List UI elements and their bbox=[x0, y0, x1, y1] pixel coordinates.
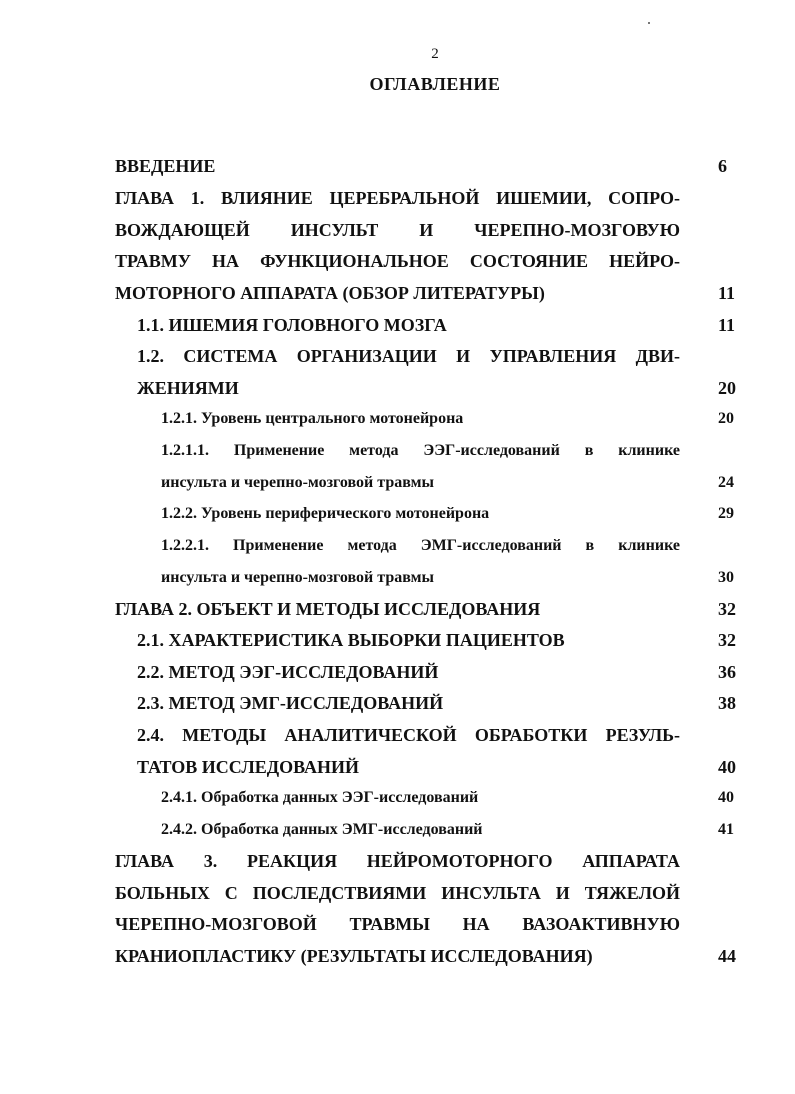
toc-page-number: 36 bbox=[718, 662, 736, 682]
toc-line bbox=[0, 248, 795, 274]
toc-page-number: 32 bbox=[718, 630, 736, 650]
toc-line bbox=[0, 848, 795, 874]
toc-line bbox=[0, 754, 795, 780]
toc-page-number: 20 bbox=[718, 410, 734, 427]
toc-page-number: 24 bbox=[718, 473, 734, 491]
toc-line bbox=[0, 911, 795, 937]
toc-entry-text: 1.2. СИСТЕМА ОРГАНИЗАЦИИ И УПРАВЛЕНИЯ ДВИ- bbox=[137, 346, 680, 366]
toc-page-number: 40 bbox=[718, 789, 734, 806]
toc-line bbox=[0, 659, 795, 685]
toc-line bbox=[0, 785, 795, 811]
toc-entry-text: 2.4. МЕТОДЫ АНАЛИТИЧЕСКОЙ ОБРАБОТКИ РЕЗУЛЬ- bbox=[137, 725, 680, 745]
toc-line bbox=[0, 217, 795, 243]
toc-entry-text: МОТОРНОГО АППАРАТА (ОБЗОР ЛИТЕРАТУРЫ) bbox=[115, 282, 545, 303]
toc-entry-text: 2.4.1. Обработка данных ЭЭГ-исследований bbox=[161, 789, 479, 806]
page-number: 2 bbox=[431, 46, 439, 62]
toc-page-number: 11 bbox=[718, 315, 736, 335]
toc-page-number: 6 bbox=[718, 156, 727, 176]
toc-line bbox=[0, 406, 795, 432]
toc-line bbox=[0, 438, 795, 464]
toc-page-number: 29 bbox=[718, 505, 734, 522]
toc-line bbox=[0, 880, 795, 906]
toc-entry-text: 2.2. МЕТОД ЭЭГ-ИССЛЕДОВАНИЙ bbox=[137, 662, 439, 682]
toc-entry-text: 2.3. МЕТОД ЭМГ-ИССЛЕДОВАНИЙ bbox=[137, 693, 444, 713]
toc-line bbox=[0, 343, 795, 369]
toc-page-number: 32 bbox=[718, 599, 736, 619]
toc-line bbox=[0, 943, 795, 969]
toc-page-number: 41 bbox=[718, 821, 734, 838]
toc-page-number: 44 bbox=[718, 945, 736, 966]
toc-line bbox=[0, 722, 795, 748]
toc-entry-text: 2.4.2. Обработка данных ЭМГ-исследований bbox=[161, 821, 483, 838]
toc-page-number: 38 bbox=[718, 693, 736, 713]
toc-page-number: 20 bbox=[718, 377, 736, 398]
toc-entry-text: 1.2.2. Уровень периферического мотонейрона bbox=[161, 505, 490, 522]
toc-entry-text: ВОЖДАЮЩЕЙ ИНСУЛЬТ И ЧЕРЕПНО-МОЗГОВУЮ bbox=[115, 219, 680, 240]
toc-entry-text: 2.1. ХАРАКТЕРИСТИКА ВЫБОРКИ ПАЦИЕНТОВ bbox=[137, 630, 565, 650]
toc-line bbox=[0, 153, 795, 179]
toc-entry-text: ТРАВМУ НА ФУНКЦИОНАЛЬНОЕ СОСТОЯНИЕ НЕЙРО- bbox=[115, 251, 680, 272]
toc-line bbox=[0, 280, 795, 306]
toc-page-number: 40 bbox=[718, 756, 736, 777]
toc-line bbox=[0, 375, 795, 401]
toc-entry-text: 1.1. ИШЕМИЯ ГОЛОВНОГО МОЗГА bbox=[137, 315, 447, 335]
toc-entry-text: 1.2.2.1. Применение метода ЭМГ-исследований в клинике bbox=[161, 537, 680, 554]
toc-line bbox=[0, 533, 795, 559]
toc-entry-text: 1.2.1.1. Применение метода ЭЭГ-исследований в клинике bbox=[161, 442, 680, 459]
toc-line bbox=[0, 565, 795, 591]
page-title: ОГЛАВЛЕНИЕ bbox=[369, 74, 501, 94]
toc-line bbox=[0, 312, 795, 338]
toc-line bbox=[0, 690, 795, 716]
toc-line bbox=[0, 627, 795, 653]
toc-entry-text: ГЛАВА 1. ВЛИЯНИЕ ЦЕРЕБРАЛЬНОЙ ИШЕМИИ, СОПРО- bbox=[115, 188, 680, 208]
toc-entry-text: ГЛАВА 3. РЕАКЦИЯ НЕЙРОМОТОРНОГО АППАРАТА bbox=[115, 851, 680, 871]
toc-line bbox=[0, 596, 795, 622]
toc-entry-text: ВВЕДЕНИЕ bbox=[115, 156, 216, 176]
toc-line bbox=[0, 470, 795, 496]
toc-entry-text: ТАТОВ ИССЛЕДОВАНИЙ bbox=[137, 756, 360, 777]
toc-line bbox=[0, 501, 795, 527]
toc-entry-text: БОЛЬНЫХ С ПОСЛЕДСТВИЯМИ ИНСУЛЬТА И ТЯЖЕЛОЙ bbox=[115, 882, 680, 903]
toc-entry-text: ЖЕНИЯМИ bbox=[137, 377, 239, 398]
toc-entry-text: КРАНИОПЛАСТИКУ (РЕЗУЛЬТАТЫ ИССЛЕДОВАНИЯ) bbox=[115, 945, 593, 966]
toc-entry-text: инсульта и черепно-мозговой травмы bbox=[161, 568, 434, 586]
toc-entry-text: ГЛАВА 2. ОБЪЕКТ И МЕТОДЫ ИССЛЕДОВАНИЯ bbox=[115, 599, 541, 619]
toc-entry-text: ЧЕРЕПНО-МОЗГОВОЙ ТРАВМЫ НА ВАЗОАКТИВНУЮ bbox=[115, 914, 680, 935]
toc-page-number: 11 bbox=[718, 282, 736, 303]
toc-page-number: 30 bbox=[718, 568, 734, 586]
toc-entry-text: 1.2.1. Уровень центрального мотонейрона bbox=[161, 410, 464, 427]
toc-entry-text: инсульта и черепно-мозговой травмы bbox=[161, 473, 434, 491]
toc-line bbox=[0, 817, 795, 843]
toc-line bbox=[0, 185, 795, 211]
